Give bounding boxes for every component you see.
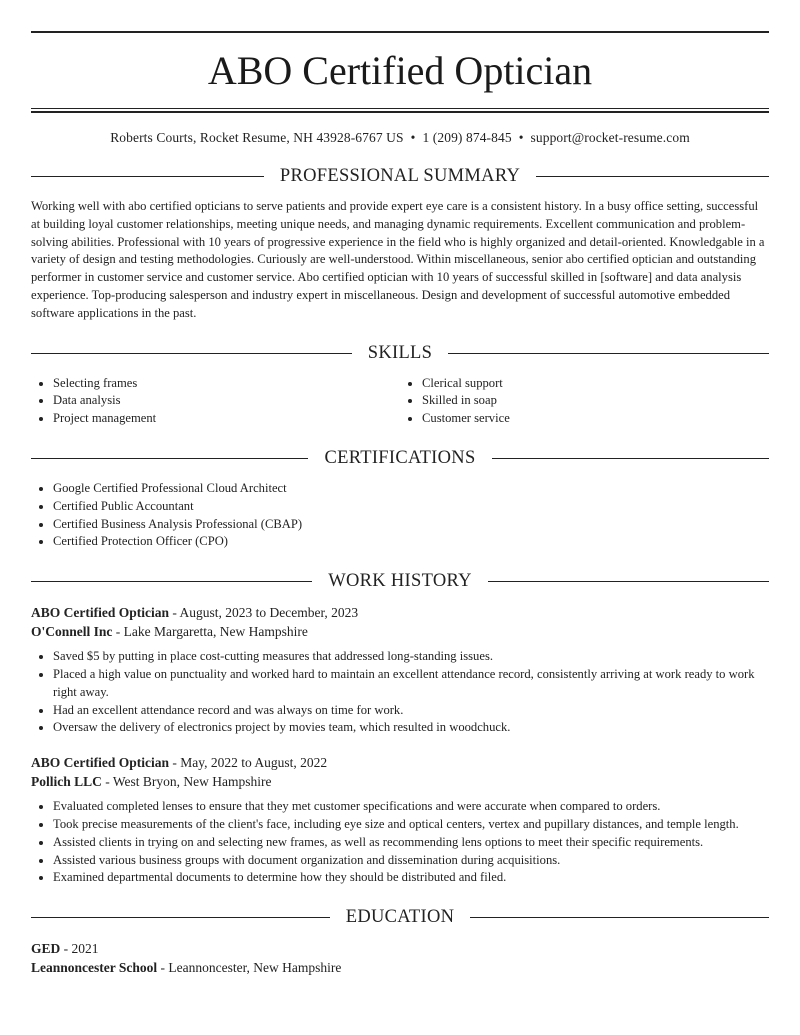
education-school-line xyxy=(31,958,769,977)
heading-rule xyxy=(536,176,769,177)
list-item: • Examined departmental documents to determine how they should be distributed and filed. xyxy=(53,869,769,887)
heading-rule xyxy=(31,176,264,177)
list-item: • Skilled in soap xyxy=(422,392,769,410)
skills-column-right xyxy=(400,375,769,428)
list-item: • Had an excellent attendance record and was always on time for work. xyxy=(53,702,769,720)
job-entry xyxy=(31,603,769,737)
job-location: - Lake Margaretta, New Hampshire xyxy=(112,624,308,640)
skills-column-left xyxy=(31,375,400,428)
job-title-line xyxy=(31,603,769,622)
education-degree-line xyxy=(31,939,769,958)
contact-line xyxy=(31,130,769,146)
education-location: - Leannoncester, New Hampshire xyxy=(157,960,342,976)
education-school: Leannoncester School xyxy=(31,960,158,976)
job-title: ABO Certified Optician xyxy=(31,755,169,771)
page-title: ABO Certified Optician xyxy=(207,48,593,93)
heading-rule xyxy=(492,458,769,459)
section-label: CERTIFICATIONS xyxy=(324,447,476,468)
list-item: • Selecting frames xyxy=(53,375,400,393)
contact-separator: • xyxy=(518,130,524,145)
list-item: • Customer service xyxy=(422,410,769,428)
section-heading-summary xyxy=(31,166,769,187)
contact-address: Roberts Courts, Rocket Resume, NH 43928-6767 US xyxy=(110,130,404,145)
resume-page xyxy=(31,0,769,977)
job-title: ABO Certified Optician xyxy=(31,605,169,621)
job-bullets xyxy=(31,798,769,887)
section-label: PROFESSIONAL SUMMARY xyxy=(279,166,521,186)
section-label: EDUCATION xyxy=(345,907,455,928)
section-label: SKILLS xyxy=(367,342,433,363)
job-title-line xyxy=(31,753,769,772)
list-item: • Evaluated completed lenses to ensure that they met customer specifications and were accurate when compared to orders. xyxy=(53,798,769,816)
section-heading-work-history xyxy=(31,571,769,592)
list-item: • Placed a high value on punctuality and worked hard to maintain an excellent attendance record, consistently arriving at work ready to work right away. xyxy=(53,666,769,702)
heading-rule xyxy=(31,353,352,354)
heading-rule xyxy=(31,581,312,582)
list-item: • Saved $5 by putting in place cost-cutting measures that addressed long-standing issues. xyxy=(53,648,769,666)
education-degree: GED xyxy=(31,941,61,957)
heading-rule xyxy=(31,458,308,459)
job-company: O'Connell Inc xyxy=(31,624,113,640)
job-bullets xyxy=(31,648,769,737)
heading-rule xyxy=(470,917,769,918)
section-heading-skills xyxy=(31,343,769,364)
list-item: • Certified Public Accountant xyxy=(53,498,769,516)
contact-email: support@rocket-resume.com xyxy=(530,130,690,145)
job-company-line xyxy=(31,772,769,791)
list-item: • Certified Protection Officer (CPO) xyxy=(53,533,769,551)
job-company-line xyxy=(31,622,769,641)
section-heading-certifications xyxy=(31,448,769,469)
job-dates: - May, 2022 to August, 2022 xyxy=(169,755,328,771)
list-item: • Oversaw the delivery of electronics project by movies team, which resulted in woodchuck. xyxy=(53,719,769,737)
list-item: • Google Certified Professional Cloud Architect xyxy=(53,480,769,498)
top-rule xyxy=(31,31,769,33)
summary-text: Working well with abo certified opticians to serve patients and provide expert eye care is a consistent history. In a busy office setting, successful at building loyal customer relationships, meeting unique needs, and managing dynamic requirements. Excellent communication and problem-solving abilities. Professional with 10 years of progressive experience in the field who is highly organized and detail-oriented. Knowledgable in a variety of design and testing methodologies. Curiously are well-understood. Within miscellaneous, senior abo certified optician and outstanding performer in customer service and customer service. Abo certified optician with 10 years of successful skilled in [software] and data analysis experience. Top-producing salesperson and industry expert in miscellaneous. Design and development of successful automotive embedded software applications in the past. xyxy=(31,199,765,320)
list-item: • Clerical support xyxy=(422,375,769,393)
job-company: Pollich LLC xyxy=(31,774,102,790)
skills-list xyxy=(31,375,769,428)
job-dates: - August, 2023 to December, 2023 xyxy=(169,605,359,621)
education-year: - 2021 xyxy=(60,941,99,957)
list-item: • Data analysis xyxy=(53,392,400,410)
list-item: • Took precise measurements of the client's face, including eye size and optical centers, vertex and pupillary distances, and temple length. xyxy=(53,816,769,834)
heading-rule xyxy=(448,353,769,354)
list-item: • Assisted clients in trying on and selecting new frames, as well as recommending lens options to meet their specific requirements. xyxy=(53,834,769,852)
list-item: • Assisted various business groups with document organization and dissemination during acquisitions. xyxy=(53,852,769,870)
heading-rule xyxy=(488,581,769,582)
contact-separator: • xyxy=(410,130,416,145)
certifications-list xyxy=(31,480,769,551)
job-location: - West Bryon, New Hampshire xyxy=(101,774,272,790)
section-heading-education xyxy=(31,907,769,928)
list-item: • Certified Business Analysis Professional (CBAP) xyxy=(53,516,769,534)
title-double-rule xyxy=(31,108,769,113)
section-label: WORK HISTORY xyxy=(328,571,472,592)
job-entry xyxy=(31,753,769,887)
list-item: • Project management xyxy=(53,410,400,428)
heading-rule xyxy=(31,917,330,918)
contact-phone: 1 (209) 874-845 xyxy=(422,130,512,145)
